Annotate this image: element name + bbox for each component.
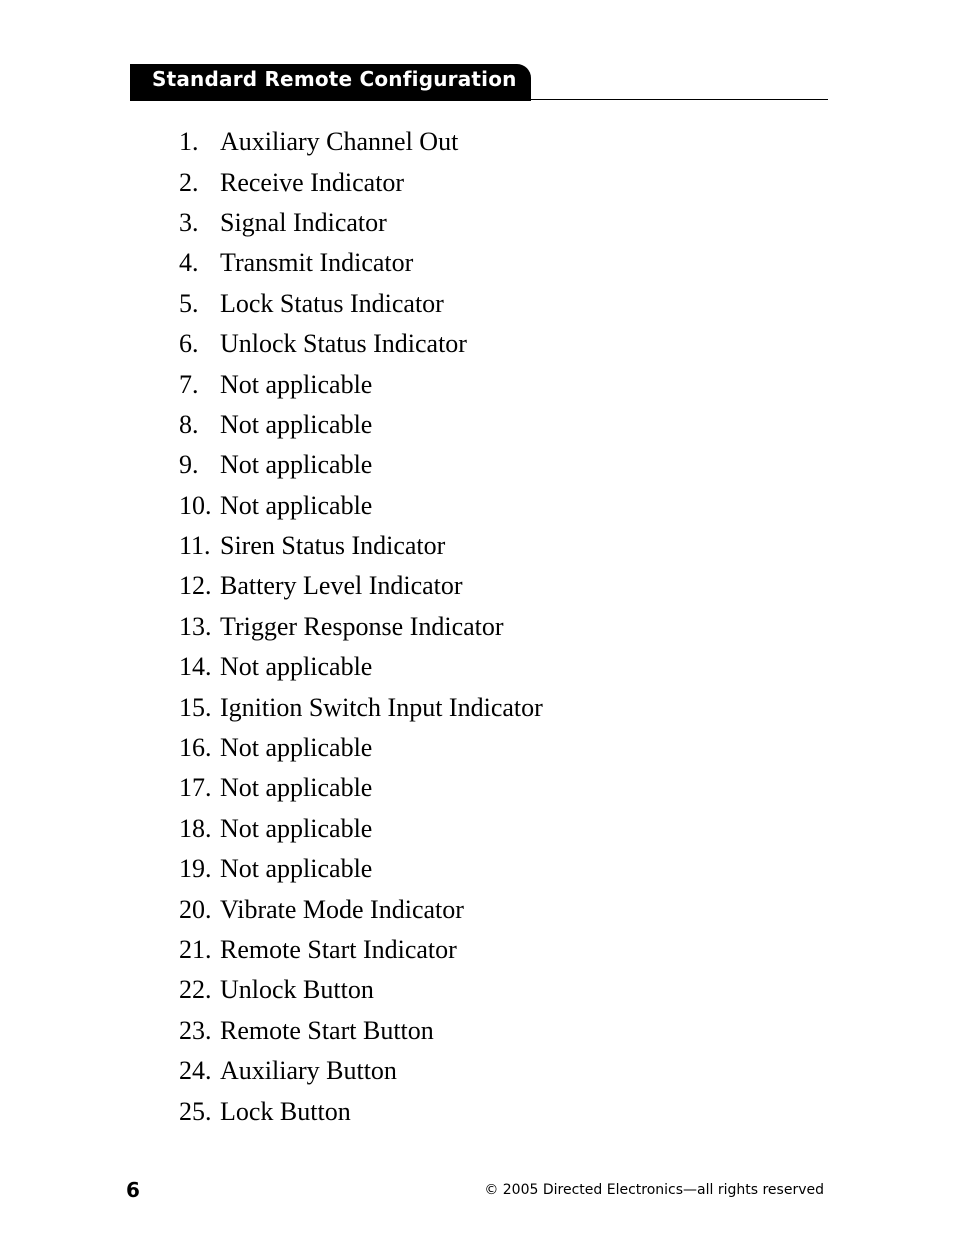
list-item-number: 6. [179,329,199,359]
list-item-label: Not applicable [220,490,373,520]
list-item [179,203,543,243]
list-item [179,243,543,283]
list-item-label: Transmit Indicator [220,248,414,278]
list-item-number: 25. [179,1096,212,1126]
section-header-tab [130,64,531,101]
list-item [179,607,543,647]
list-item-number: 12. [179,571,212,601]
list-item-number: 15. [179,692,212,722]
list-item-number: 10. [179,490,212,520]
list-item [179,122,543,162]
list-item [179,284,543,324]
list-item [179,486,543,526]
list-item [179,728,543,768]
list-item [179,324,543,364]
list-item-number: 1. [179,127,199,157]
list-item-label: Unlock Status Indicator [220,329,467,359]
list-item-number: 19. [179,854,212,884]
list-item-label: Not applicable [220,369,373,399]
list-item-number: 22. [179,975,212,1005]
list-item [179,526,543,566]
header-rule [531,99,828,100]
list-item-number: 8. [179,409,199,439]
list-item-label: Not applicable [220,652,373,682]
list-item-number: 7. [179,369,199,399]
list-item-label: Battery Level Indicator [220,571,463,601]
list-item-label: Not applicable [220,773,373,803]
list-item-label: Receive Indicator [220,167,405,197]
list-item-label: Not applicable [220,450,373,480]
list-item [179,687,543,727]
list-item-number: 17. [179,773,212,803]
list-item-label: Ignition Switch Input Indicator [220,692,543,722]
list-item [179,809,543,849]
list-item [179,930,543,970]
list-item-label: Not applicable [220,813,373,843]
list-item-label: Not applicable [220,409,373,439]
list-item-label: Vibrate Mode Indicator [220,894,464,924]
component-list [179,122,543,1132]
list-item-number: 20. [179,894,212,924]
list-item [179,768,543,808]
list-item-label: Remote Start Button [220,1015,434,1045]
list-item [179,566,543,606]
list-item-number: 9. [179,450,199,480]
list-item-number: 16. [179,733,212,763]
list-item [179,1091,543,1131]
list-item [179,364,543,404]
list-item [179,405,543,445]
list-item-label: Trigger Response Indicator [220,611,504,641]
list-item [179,1011,543,1051]
list-item-number: 23. [179,1015,212,1045]
list-item-label: Auxiliary Button [220,1056,397,1086]
copyright-notice: © 2005 Directed Electronics—all rights reserved [484,1182,824,1198]
list-item-label: Not applicable [220,733,373,763]
list-item-number: 24. [179,1056,212,1086]
list-item-label: Not applicable [220,854,373,884]
list-item-label: Unlock Button [220,975,374,1005]
list-item-number: 11. [179,531,211,561]
list-item-label: Remote Start Indicator [220,935,457,964]
list-item-number: 5. [179,288,199,318]
list-item-label: Lock Status Indicator [220,288,444,318]
list-item [179,647,543,687]
list-item-number: 13. [179,611,212,641]
list-item [179,1051,543,1091]
list-item-label: Lock Button [220,1096,351,1126]
list-item [179,445,543,485]
section-title: Standard Remote Configuration [152,67,517,91]
list-item-number: 14. [179,652,212,682]
list-item-number: 2. [179,167,199,197]
list-item [179,162,543,202]
list-item-label: Signal Indicator [220,207,387,237]
list-item-number: 3. [179,207,199,237]
list-item [179,889,543,929]
list-item-label: Auxiliary Channel Out [220,127,459,157]
list-item-number: 18. [179,813,212,843]
list-item [179,970,543,1010]
list-item-number: 21. [179,935,212,964]
list-item-label: Siren Status Indicator [220,531,446,561]
list-item [179,849,543,889]
list-item-number: 4. [179,248,199,278]
page-number: 6 [126,1178,140,1202]
